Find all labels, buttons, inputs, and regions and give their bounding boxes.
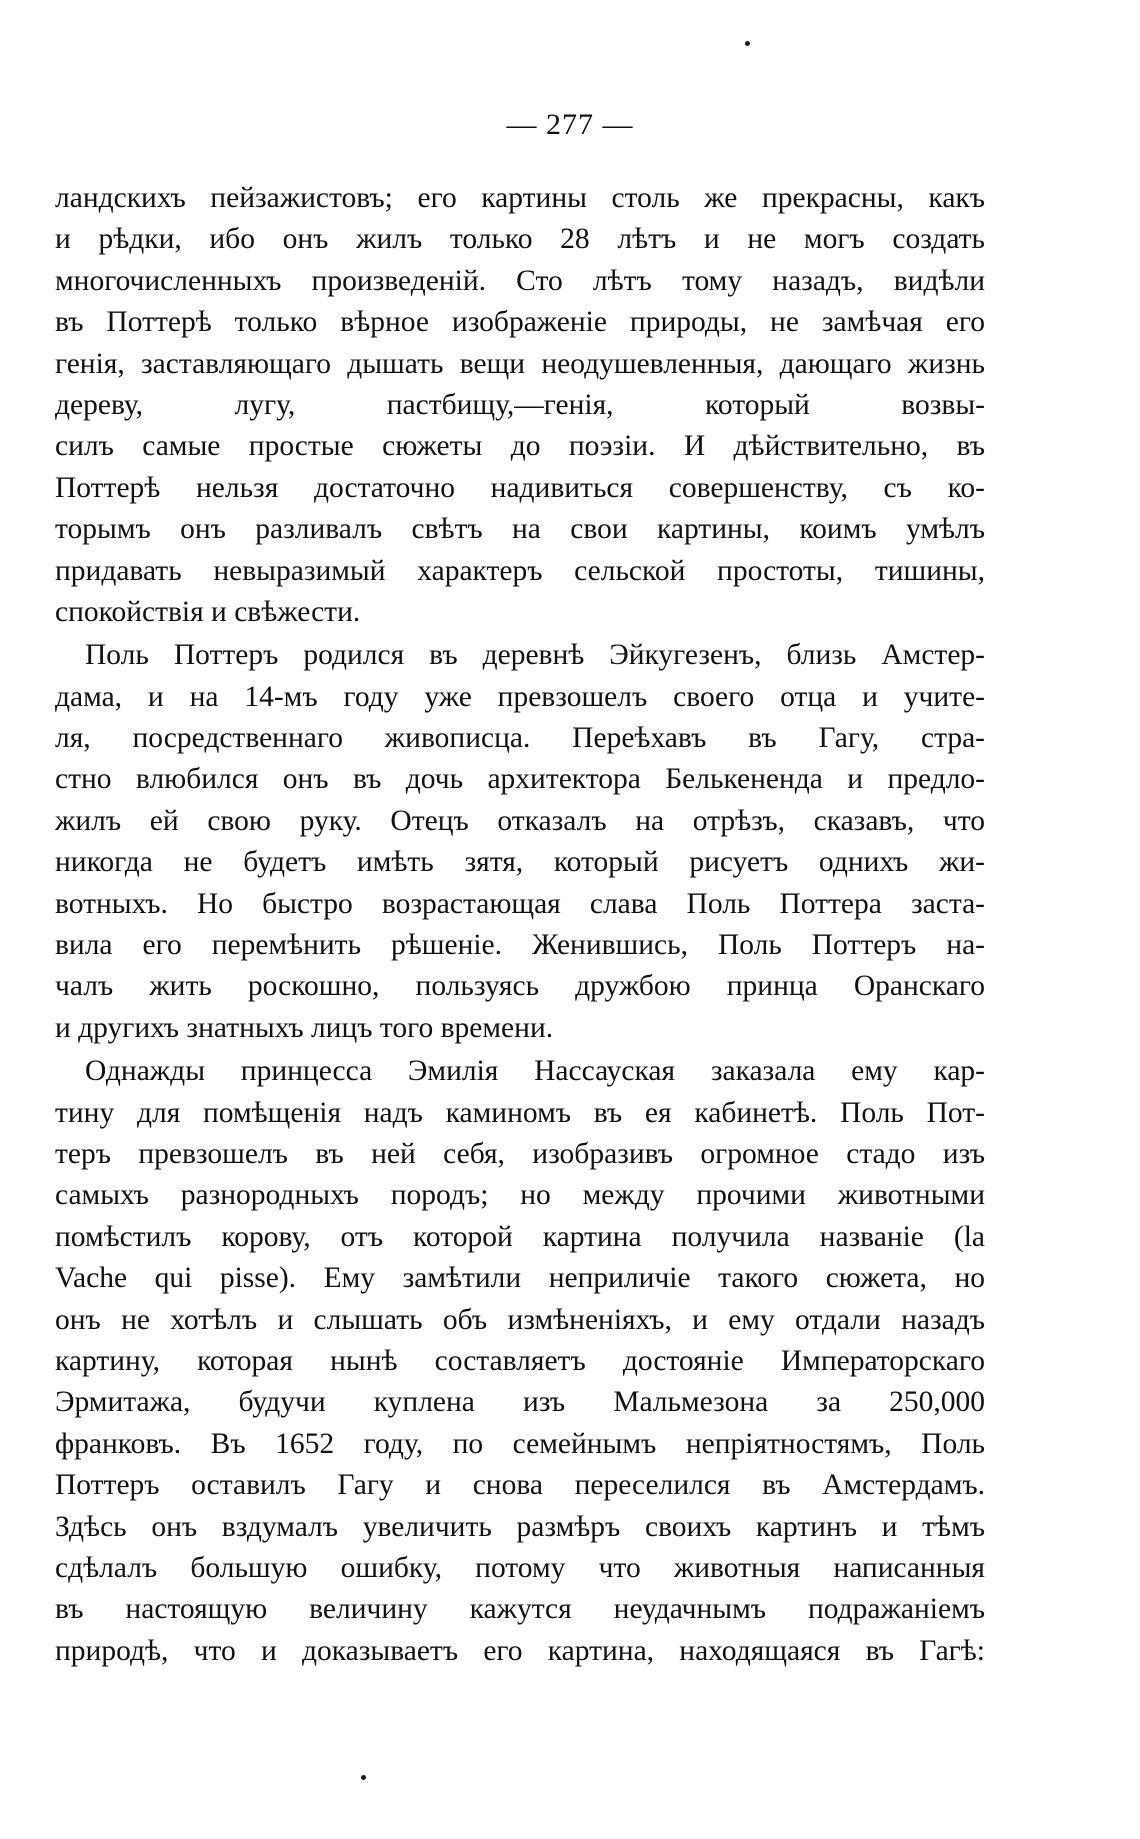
text-line: помѣстилъ корову, отъ которой картина получила названіе (la: [55, 1220, 985, 1253]
text-line: спокойствія и свѣжести.: [55, 595, 361, 628]
text-line: франковъ. Въ 1652 году, по семейнымъ непріятностямъ, Поль: [55, 1427, 985, 1460]
text-line: генія, заставляющаго дышать вещи неодушевленныя, дающаго жизнь дереву, лугу, пастбищу,—генія, который возвы-: [55, 347, 985, 421]
text-line: никогда не будетъ имѣть зятя, который рисуетъ однихъ жи-: [55, 846, 985, 879]
paragraph: [55, 178, 985, 633]
text-line: жилъ ей свою руку. Отецъ отказалъ на отрѣзъ, сказавъ, что: [55, 804, 985, 837]
text-line: Поттерѣ нельзя достаточно надивиться совершенству, съ ко-: [55, 471, 985, 504]
page-number: — 277 —: [506, 108, 634, 141]
text-line: картину, которая нынѣ составляетъ достояніе Императорскаго: [55, 1344, 985, 1377]
text-line: Здѣсь онъ вздумалъ увеличить размѣръ своихъ картинъ и тѣмъ: [55, 1510, 985, 1543]
paragraph: [55, 635, 985, 1049]
text-line: въ Поттерѣ только вѣрное изображеніе природы, не замѣчая его: [55, 306, 985, 339]
text-line: дама, и на 14-мъ году уже превзошелъ своего отца и учите-: [55, 680, 985, 713]
text-line: онъ не хотѣлъ и слышать объ измѣненіяхъ, и ему отдали назадъ: [55, 1303, 985, 1336]
text-line: ландскихъ пейзажистовъ; его картины столь же прекрасны, какъ: [55, 182, 985, 214]
ink-speck-bottom: [361, 1775, 366, 1780]
text-line: Vache qui pisse). Ему замѣтили неприличіе такого сюжета, но: [55, 1262, 985, 1295]
text-line: самыхъ разнородныхъ породъ; но между прочими животными: [55, 1179, 985, 1212]
text-line: ля, посредственнаго живописца. Переѣхавъ въ Гагу, стра-: [55, 722, 985, 755]
text-line: стно влюбился онъ въ дочь архитектора Белькененда и предло-: [55, 763, 985, 796]
ink-speck-top: [745, 41, 750, 46]
text-line: Эрмитажа, будучи куплена изъ Мальмезона за 250,000: [55, 1386, 985, 1419]
text-line: чалъ жить роскошно, пользуясь дружбою принца Оранскаго: [55, 970, 985, 1003]
text-line: Поль Поттеръ родился въ деревнѣ Эйкугезенъ, близь Амстер-: [85, 639, 985, 672]
text-line: многочисленныхъ произведеній. Сто лѣтъ тому назадъ, видѣли: [55, 264, 985, 297]
text-line: торымъ онъ разливалъ свѣтъ на свои картины, коимъ умѣлъ: [55, 513, 985, 546]
text-line: вотныхъ. Но быстро возрастающая слава Поль Поттера заста-: [55, 887, 985, 920]
text-line: вила его перемѣнить рѣшеніе. Женившись, Поль Поттеръ на-: [55, 929, 985, 962]
text-line: Поттеръ оставилъ Гагу и снова переселился въ Амстердамъ.: [55, 1469, 985, 1502]
text-line: Однажды принцесса Эмилія Нассауская заказала ему кар-: [85, 1055, 985, 1088]
text-line: силъ самые простые сюжеты до поэзіи. И дѣйствительно, въ: [55, 430, 985, 463]
text-line: тину для помѣщенія надъ каминомъ въ ея кабинетѣ. Поль Пот-: [55, 1096, 985, 1129]
text-line: теръ превзошелъ въ ней себя, изобразивъ огромное стадо изъ: [55, 1138, 985, 1170]
text-line: и рѣдки, ибо онъ жилъ только 28 лѣтъ и не могъ создать: [55, 223, 985, 256]
text-line: и другихъ знатныхъ лицъ того времени.: [55, 1011, 554, 1044]
text-line: природѣ, что и доказываетъ его картина, находящаяся въ Гагѣ:: [55, 1634, 985, 1667]
text-line: въ настоящую величину кажутся неудачнымъ подражаніемъ: [55, 1593, 985, 1626]
paragraph: [55, 1051, 985, 1672]
body-text: [55, 178, 985, 1672]
text-line: придавать невыразимый характеръ сельской простоты, тишины,: [55, 554, 985, 587]
text-line: сдѣлалъ большую ошибку, потому что животныя написанныя: [55, 1551, 985, 1584]
